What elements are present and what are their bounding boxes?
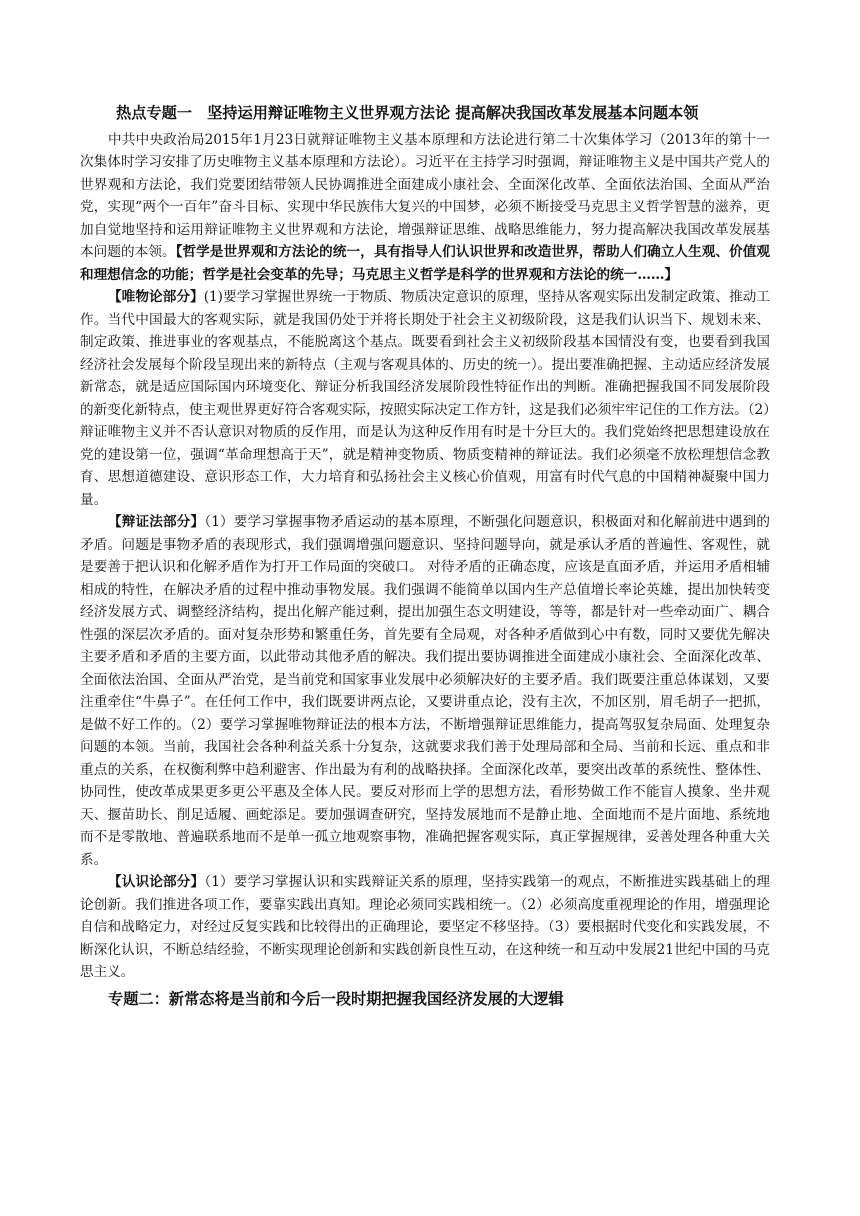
section-two-heading: 专题二：新常态将是当前和今后一段时期把握我国经济发展的大逻辑 bbox=[108, 989, 564, 1008]
document-title: 热点专题一 坚持运用辩证唯物主义世界观方法论 提高解决我国改革发展基本问题本领 bbox=[116, 104, 699, 122]
intro-paragraph bbox=[80, 129, 770, 287]
dialectics-label: 【辩证法部分】 bbox=[108, 514, 205, 530]
epistemology-text: （1）要学习掌握认识和实践辩证关系的原理，坚持实践第一的观点，不断推进实践基础上的理论创新。我们推进各项工作，要靠实践出真知。理论必须同实践相统一。（2）必须高度重视理论的作用，增强理论自信和战略定力，对经过反复实践和比较得出的正确理论，要坚定不移坚持。（3）要根据时代变化和实践发展，不断深化认识，不断总结经验，不断实现理论创新和实践创新良性互动，在这种统一和互动中发展21世纪中国的马克思主义。 bbox=[80, 874, 770, 980]
dialectics-text: （1）要学习掌握事物矛盾运动的基本原理，不断强化问题意识，积极面对和化解前进中遇到的矛盾。问题是事物矛盾的表现形式，我们强调增强问题意识、坚持问题导向，就是承认矛盾的普遍性、客观性，就是要善于把认识和化解矛盾作为打开工作局面的突破口。 对待矛盾的正确态度，应该是直面矛盾，并运用矛盾相辅相成的特性，在解决矛盾的过程中推动事物发展。我们强调不能简单以国内生产总值增长率论英雄，提出加快转变经济发展方式、调整经济结构，提出化解产能过剩，提出加强生态文明建设，等等，都是针对一些牵动面广、耦合性强的深层次矛盾的。面对复杂形势和繁重任务，首先要有全局观，对各种矛盾做到心中有数，同时又要优先解决主要矛盾和矛盾的主要方面，以此带动其他矛盾的解决。我们提出要协调推进全面建成小康社会、全面深化改革、全面依法治国、全面从严治党，是当前党和国家事业发展中必须解决好的主要矛盾。我们既要注重总体谋划，又要注重牵住“牛鼻子”。在任何工作中，我们既要讲两点论，又要讲重点论，没有主次，不加区别，眉毛胡子一把抓，是做不好工作的。（2）要学习掌握唯物辩证法的根本方法，不断增强辩证思维能力，提高驾驭复杂局面、处理复杂问题的本领。当前，我国社会各种利益关系十分复杂，这就要求我们善于处理局部和全局、当前和长远、重点和非重点的关系，在权衡利弊中趋利避害、作出最为有利的战略抉择。全面深化改革，要突出改革的系统性、整体性、协同性，使改革成果更多更公平惠及全体人民。要反对形而上学的思想方法，看形势做工作不能盲人摸象、坐井观天、揠苗助长、削足适履、画蛇添足。要加强调查研究，坚持发展地而不是静止地、全面地而不是片面地、系统地而不是零散地、普遍联系地而不是单一孤立地观察事物，准确把握客观实际，真正掌握规律，妥善处理各种重大关系。 bbox=[80, 514, 770, 868]
materialism-label: 【唯物论部分】 bbox=[108, 289, 204, 305]
philosophy-note: 【哲学是世界观和方法论的统一，具有指导人们认识世界和改造世界，帮助人们确立人生观、价值观和理想信念的功能；哲学是社会变革的先导；马克思主义哲学是科学的世界观和方法论的统一……】 bbox=[80, 244, 771, 283]
intro-text: 中共中央政治局2015年1月23日就辩证唯物主义基本原理和方法论进行第二十次集体学习（2013年的第十一次集体时学习安排了历史唯物主义基本原理和方法论）。习近平在主持学习时强调，辩证唯物主义是中国共产党人的世界观和方法论，我们党要团结带领人民协调推进全面建成小康社会、全面深化改革、全面依法治国、全面从严治党，实现“两个一百年”奋斗目标、实现中华民族伟大复兴的中国梦，必须不断接受马克思主义哲学智慧的滋养，更加自觉地坚持和运用辩证唯物主义世界观和方法论，增强辩证思维、战略思维能力，努力提高解决我国改革发展基本问题的本领。 bbox=[80, 131, 770, 260]
document-page bbox=[80, 98, 770, 1010]
epistemology-label: 【认识论部分】 bbox=[108, 874, 205, 890]
materialism-text: (1)要学习掌握世界统一于物质、物质决定意识的原理，坚持从客观实际出发制定政策、推动工作。当代中国最大的客观实际，就是我国仍处于并将长期处于社会主义初级阶段，这是我们认识当下、规划未来、制定政策、推进事业的客观基点，不能脱离这个基点。既要看到社会主义初级阶段基本国情没有变，也要看到我国经济社会发展每个阶段呈现出来的新特点（主观与客观具体的、历史的统一）。提出要准确把握、主动适应经济发展新常态，就是适应国际国内环境变化、辩证分析我国经济发展阶段性特征作出的判断。准确把握我国不同发展阶段的新变化新特点，使主观世界更好符合客观实际，按照实际决定工作方针，这是我们必须牢牢记住的工作方法。（2）辩证唯物主义并不否认意识对物质的反作用，而是认为这种反作用有时是十分巨大的。我们党始终把思想建设放在党的建设第一位，强调“革命理想高于天”，就是精神变物质、物质变精神的辩证法。我们必须毫不放松理想信念教育、思想道德建设、意识形态工作，大力培育和弘扬社会主义核心价值观，用富有时代气息的中国精神凝聚中国力量。 bbox=[80, 289, 770, 508]
epistemology-paragraph bbox=[80, 871, 770, 984]
dialectics-paragraph bbox=[80, 511, 770, 871]
materialism-paragraph bbox=[80, 286, 770, 511]
